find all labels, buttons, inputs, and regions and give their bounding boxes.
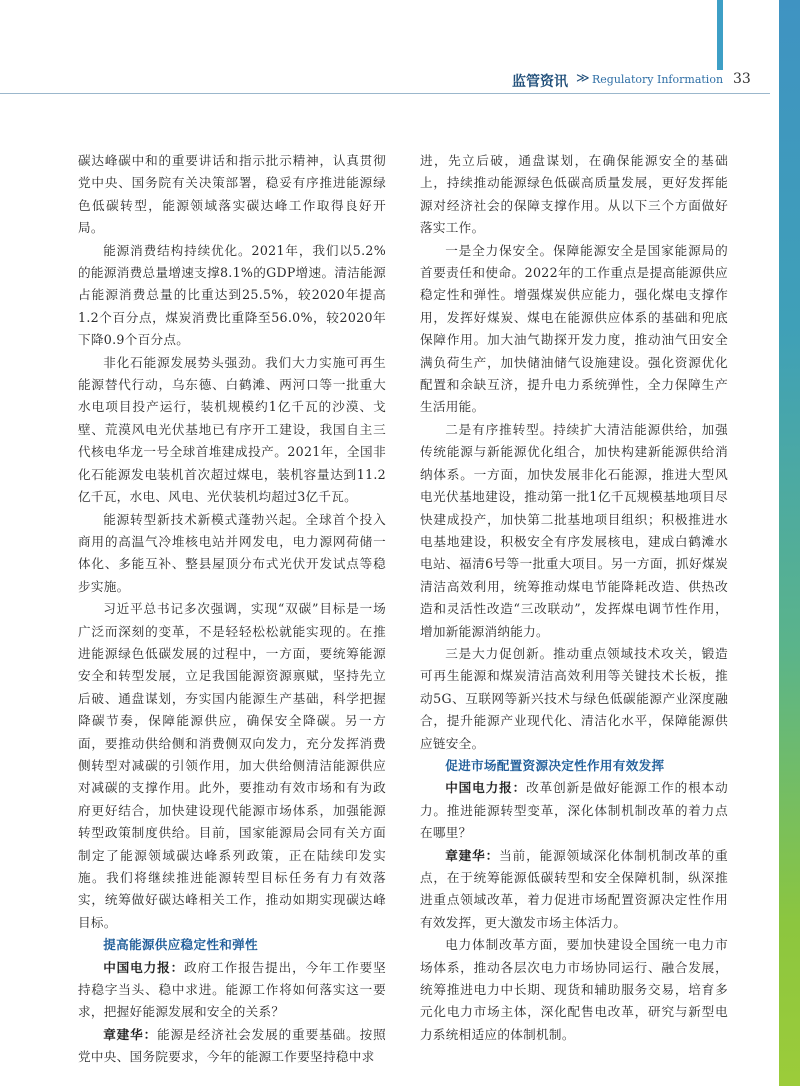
interview-paragraph bbox=[420, 845, 728, 935]
body-paragraph: 能源消费结构持续优化。2021年，我们以5.2%的能源消费总量增速支撑8.1%的GDP增速。清洁能源占能源消费总量的比重达到25.5%，较2020年提高1.2个百分点，煤炭消费比重降至56.0%，较2020年下降0.9个百分点。 bbox=[78, 242, 386, 348]
section-heading: 促进市场配置资源决定性作用有效发挥 bbox=[445, 757, 665, 773]
body-paragraph: 碳达峰碳中和的重要讲话和指示批示精神，认真贯彻党中央、国务院有关决策部署，稳妥有序推进能源绿色低碳转型，能源领域落实碳达峰工作取得良好开局。 bbox=[78, 153, 386, 236]
paragraph-text: 改革创新是做好能源工作的根本动力。推进能源转型变革，深化体制机制改革的着力点在哪里？ bbox=[420, 780, 728, 841]
interview-paragraph bbox=[78, 957, 386, 1024]
body-paragraph: 进，先立后破，通盘谋划，在确保能源安全的基础上，持续推动能源绿色低碳高质量发展，更好发挥能源对经济社会的保障支撑作用。从以下三个方面做好落实工作。 bbox=[420, 153, 728, 236]
interview-paragraph bbox=[420, 777, 728, 844]
paragraph-text: 政府工作报告提出，今年工作要坚持稳字当头、稳中求进。能源工作将如何落实这一要求，把握好能源发展和安全的关系？ bbox=[78, 959, 386, 1020]
speaker-label: 章建华： bbox=[103, 1026, 158, 1042]
header-accent-bar bbox=[717, 0, 723, 70]
left-column bbox=[78, 150, 386, 1069]
body-paragraph: 一是全力保安全。保障能源安全是国家能源局的首要责任和使命。2022年的工作重点是提高能源供应稳定性和弹性。增强煤炭供应能力，强化煤电支撑作用，发挥好煤炭、煤电在能源供应体系的基础和兜底保障作用。加大油气勘探开发力度，推动油气田安全满负荷生产，加快储油储气设施建设。强化资源优化配置和余缺互济，提升电力系统弹性，全力保障生产生活用能。 bbox=[420, 242, 728, 415]
interview-paragraph bbox=[78, 1024, 386, 1069]
paragraph-text: 能源是经济社会发展的重要基础。按照党中央、国务院要求，今年的能源工作要坚持稳中求 bbox=[78, 1026, 386, 1065]
body-paragraph: 电力体制改革方面，要加快建设全国统一电力市场体系，推动各层次电力市场协同运行、融合发展，统筹推进电力中长期、现货和辅助服务交易，培育多元化电力市场主体，深化配售电改革，研究与新型电力系统相适应的体制机制。 bbox=[420, 937, 728, 1042]
body-paragraph: 二是有序推转型。持续扩大清洁能源供给，加强传统能源与新能源优化组合，加快构建新能源供给消纳体系。一方面，加快发展非化石能源，推进大型风电光伏基地建设，推动第一批1亿千瓦规模基地项目尽快建成投产，加快第二批基地项目组织；积极推进水电基地建设，积极安全有序发展核电，建成白鹤滩水电站、福清6号等一批重大项目。另一方面，抓好煤炭清洁高效利用，统筹推动煤电节能降耗改造、供热改造和灵活性改造“三改联动”，发挥煤电调节性作用，增加新能源消纳能力。 bbox=[420, 421, 728, 639]
paragraph-text: 当前，能源领域深化体制机制改革的重点，在于统筹能源低碳转型和安全保障机制，纵深推进重点领域改革，着力促进市场配置资源决定性作用有效发挥，更大激发市场主体活力。 bbox=[420, 847, 728, 930]
body-paragraph: 三是大力促创新。推动重点领域技术攻关，锻造可再生能源和煤炭清洁高效利用等关键技术长板，推动5G、互联网等新兴技术与绿色低碳能源产业深度融合，提升能源产业现代化、清洁化水平，保障能源供应链安全。 bbox=[420, 645, 728, 751]
speaker-label: 章建华： bbox=[445, 847, 500, 863]
header-rule bbox=[0, 93, 770, 94]
speaker-label: 中国电力报： bbox=[103, 959, 185, 975]
body-paragraph: 习近平总书记多次强调，实现“双碳”目标是一场广泛而深刻的变革，不是轻轻松松就能实现的。在推进能源绿色低碳发展的过程中，一方面，要统筹能源安全和转型发展，立足我国能源资源禀赋，坚持先立后破、通盘谋划，夯实国内能源生产基础，科学把握降碳节奏，保障能源供应，确保安全降碳。另一方面，要推动供给侧和消费侧双向发力，充分发挥消费侧转型对减碳的引领作用，加大供给侧清洁能源供应对减碳的支撑作用。此外，要推动有效市场和有为政府更好结合，加快建设现代能源市场体系，加强能源转型政策制度供给。目前，国家能源局会同有关方面制定了能源领域碳达峰系列政策，正在陆续印发实施。我们将继续推进能源转型目标任务有力有效落实，统筹做好碳达峰相关工作，推动如期实现碳达峰目标。 bbox=[78, 601, 386, 930]
page-number: 33 bbox=[733, 71, 751, 87]
section-title: 监管资讯 bbox=[512, 74, 568, 90]
section-heading: 提高能源供应稳定性和弹性 bbox=[103, 937, 258, 953]
body-paragraph: 非化石能源发展势头强劲。我们大力实施可再生能源替代行动，乌东德、白鹤滩、两河口等一批重大水电项目投产运行，装机规模约1亿千瓦的沙漠、戈壁、荒漠风电光伏基地已有序开工建设，我国自主三代核电华龙一号全球首堆建成投产。2021年，全国非化石能源发电装机首次超过煤电，装机容量达到11.2亿千瓦，水电、风电、光伏装机均超过3亿千瓦。 bbox=[78, 354, 386, 505]
right-column bbox=[420, 150, 728, 1046]
page-edge-gradient-bar bbox=[779, 0, 800, 1086]
chevron-right-icon: ≫ bbox=[576, 71, 590, 86]
section-title-en: Regulatory Information bbox=[592, 73, 724, 86]
running-header bbox=[0, 71, 770, 91]
speaker-label: 中国电力报： bbox=[445, 780, 527, 796]
body-paragraph: 能源转型新技术新模式蓬勃兴起。全球首个投入商用的高温气冷堆核电站并网发电，电力源网荷储一体化、多能互补、整县屋顶分布式光伏开发试点等稳步实施。 bbox=[78, 511, 386, 594]
